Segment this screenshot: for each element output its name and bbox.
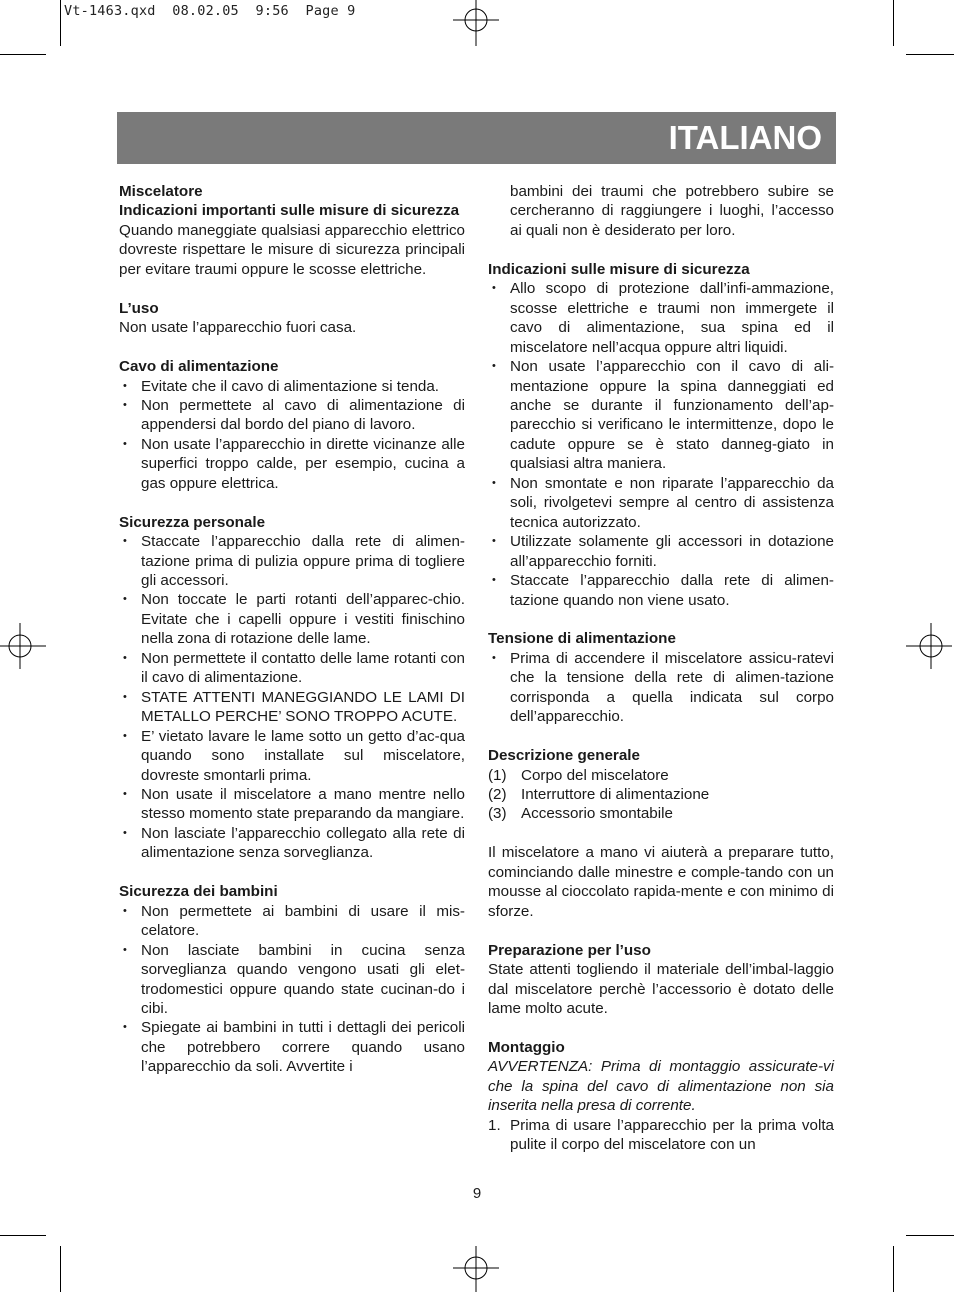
- list-item: • E’ vietato lavare le lame sotto un getto d’ac-qua quando sono installate sul miscelatore, dovreste smontarli prima.: [119, 727, 465, 785]
- list-item: (2) Interruttore di alimentazione: [488, 786, 710, 803]
- list-item: • Non usate l’apparecchio con il cavo di ali-mentazione oppure la spina danneggiati ed anche se durante il funzionamento dell’ap-parecchio si verificano le intermittenze, dopo le cadute oppure se è stato danneg-giato in qualsiasi altra maniera.: [488, 357, 834, 474]
- list-item: • Non lasciate bambini in cucina senza sorveglianza quando vengono usati gli elet-trodomestici oppure quando state cucinan-do i cibi.: [119, 941, 465, 1019]
- section-title-bambini: Sicurezza dei bambini: [119, 883, 278, 901]
- left-column: [119, 182, 465, 1077]
- list-item: • Staccate l’apparecchio dalla rete di alimen-tazione prima di pulizia oppure prima di togliere gli accessori.: [119, 532, 465, 590]
- list-personale: [119, 532, 465, 863]
- list-item: • Prima di accendere il miscelatore assicu-ratevi che la tensione della rete di alimen-tazione corrisponda a quella indicata sul corpo dell’apparecchio.: [488, 649, 834, 727]
- section-title-montaggio: Montaggio: [488, 1038, 565, 1056]
- crop-mark: [893, 1246, 894, 1292]
- list-item: • Spiegate ai bambini in tutti i dettagli dei pericoli che potrebbero correre quando usano l’apparecchio da soli. Avvertite i: [119, 1018, 465, 1076]
- section-title-indicazioni: Indicazioni importanti sulle misure di sicurezza: [119, 202, 460, 220]
- list-item: • Non lasciate l’apparecchio collegato alla rete di alimentazione senza sorveglianza.: [119, 824, 465, 863]
- list-montaggio: [488, 1116, 834, 1155]
- list-item: • Allo scopo di protezione dall’infi-ammazione, scosse elettriche e traumi non immergete il cavo di alimentazione, sua spina ed il miscelatore nell’acqua oppure altri liquidi.: [488, 279, 834, 357]
- section-text-descrizione: Il miscelatore a mano vi aiuterà a preparare tutto, cominciando dalle minestre e comple-tando con un mousse al cioccolato rapida-mente e con minimo di sforze.: [488, 844, 834, 920]
- section-title-descrizione: Descrizione generale: [488, 747, 640, 765]
- crop-mark: [893, 0, 894, 46]
- registration-mark-top: [453, 0, 499, 46]
- banner-title: ITALIANO: [668, 119, 822, 156]
- list-cavo: [119, 377, 465, 494]
- list-item: • Non usate l’apparecchio in dirette vicinanze alle superfici troppo calde, per esempio, cucina a gas oppure elettrica.: [119, 435, 465, 493]
- list-item: • Non permettete ai bambini di usare il mis-celatore.: [119, 902, 465, 941]
- list-misure: [488, 279, 834, 610]
- crop-mark: [0, 54, 46, 55]
- section-text-indicazioni: Quando maneggiate qualsiasi apparecchio elettrico dovreste rispettare le misure di sicurezza principali per evitare traumi oppure le scosse elettriche.: [119, 221, 465, 278]
- list-item: • Non toccate le parti rotanti dell’apparec-chio. Evitate che i capelli oppure i vestiti finischino nella zona di rotazione delle lame.: [119, 590, 465, 648]
- list-item: • Utilizzate solamente gli accessori in dotazione all’apparecchio forniti.: [488, 532, 834, 571]
- section-title-misure: Indicazioni sulle misure di sicurezza: [488, 260, 750, 278]
- list-descrizione: [488, 766, 834, 824]
- continued-text: bambini dei traumi che potrebbero subire se cercheranno di raggiungere i luoghi, l’accesso ai quali non è desiderato per loro.: [510, 183, 834, 239]
- registration-mark-bottom: [453, 1246, 499, 1292]
- crop-mark: [60, 1246, 61, 1292]
- list-item: (3) Accessorio smontabile: [488, 805, 673, 823]
- registration-mark-left: [0, 623, 46, 669]
- list-item: • Non smontate e non riparate l’apparecchio da soli, rivolgetevi sempre al centro di assistenza tecnica autorizzato.: [488, 474, 834, 532]
- list-item: • STATE ATTENTI MANEGGIANDO LE LAMI DI METALLO PERCHE’ SONO TROPPO ACUTE.: [119, 688, 465, 727]
- crop-mark: [0, 1235, 46, 1236]
- file-slug: Vt-1463.qxd 08.02.05 9:56 Page 9: [64, 3, 356, 19]
- language-banner: [117, 112, 836, 164]
- section-title-personale: Sicurezza personale: [119, 513, 266, 531]
- list-item: • Non usate il miscelatore a mano mentre nello stesso momento state preparando da mangiare.: [119, 785, 465, 824]
- montaggio-warning: AVVERTENZA: Prima di montaggio assicurate-vi che la spina del cavo di alimentazione non sia inserita nella presa di corrente.: [488, 1058, 834, 1115]
- list-item: • Non permettete al cavo di alimentazione di appendersi dal bordo del piano di lavoro.: [119, 396, 465, 435]
- section-text-preparazione: State attenti togliendo il materiale dell’imbal-laggio dal miscelatore perchè l’accessorio è dotato delle lame molto acute.: [488, 961, 834, 1017]
- list-item: • Staccate l’apparecchio dalla rete di alimen-tazione quando non viene usato.: [488, 571, 834, 610]
- registration-mark-right: [906, 623, 952, 669]
- section-title-uso: L’uso: [119, 299, 159, 317]
- list-item: 1. Prima di usare l’apparecchio per la prima volta pulite il corpo del miscelatore con un: [488, 1116, 834, 1154]
- list-item: • Evitate che il cavo di alimentazione si tenda.: [119, 377, 465, 396]
- crop-mark: [906, 54, 954, 55]
- crop-mark: [60, 0, 61, 46]
- right-column: [488, 182, 834, 1155]
- list-bambini: [119, 902, 465, 1077]
- section-title-preparazione: Preparazione per l’uso: [488, 941, 651, 959]
- crop-mark: [906, 1235, 954, 1236]
- section-text-uso: Non usate l’apparecchio fuori casa.: [119, 319, 357, 337]
- page-number: 9: [472, 1185, 482, 1202]
- list-item: (1) Corpo del miscelatore: [488, 766, 669, 784]
- section-title-cavo: Cavo di alimentazione: [119, 358, 279, 376]
- section-title-miscelatore: Miscelatore: [119, 183, 203, 200]
- section-title-tensione: Tensione di alimentazione: [488, 630, 676, 648]
- list-tensione: [488, 649, 834, 727]
- list-item: • Non permettete il contatto delle lame rotanti con il cavo di alimentazione.: [119, 649, 465, 688]
